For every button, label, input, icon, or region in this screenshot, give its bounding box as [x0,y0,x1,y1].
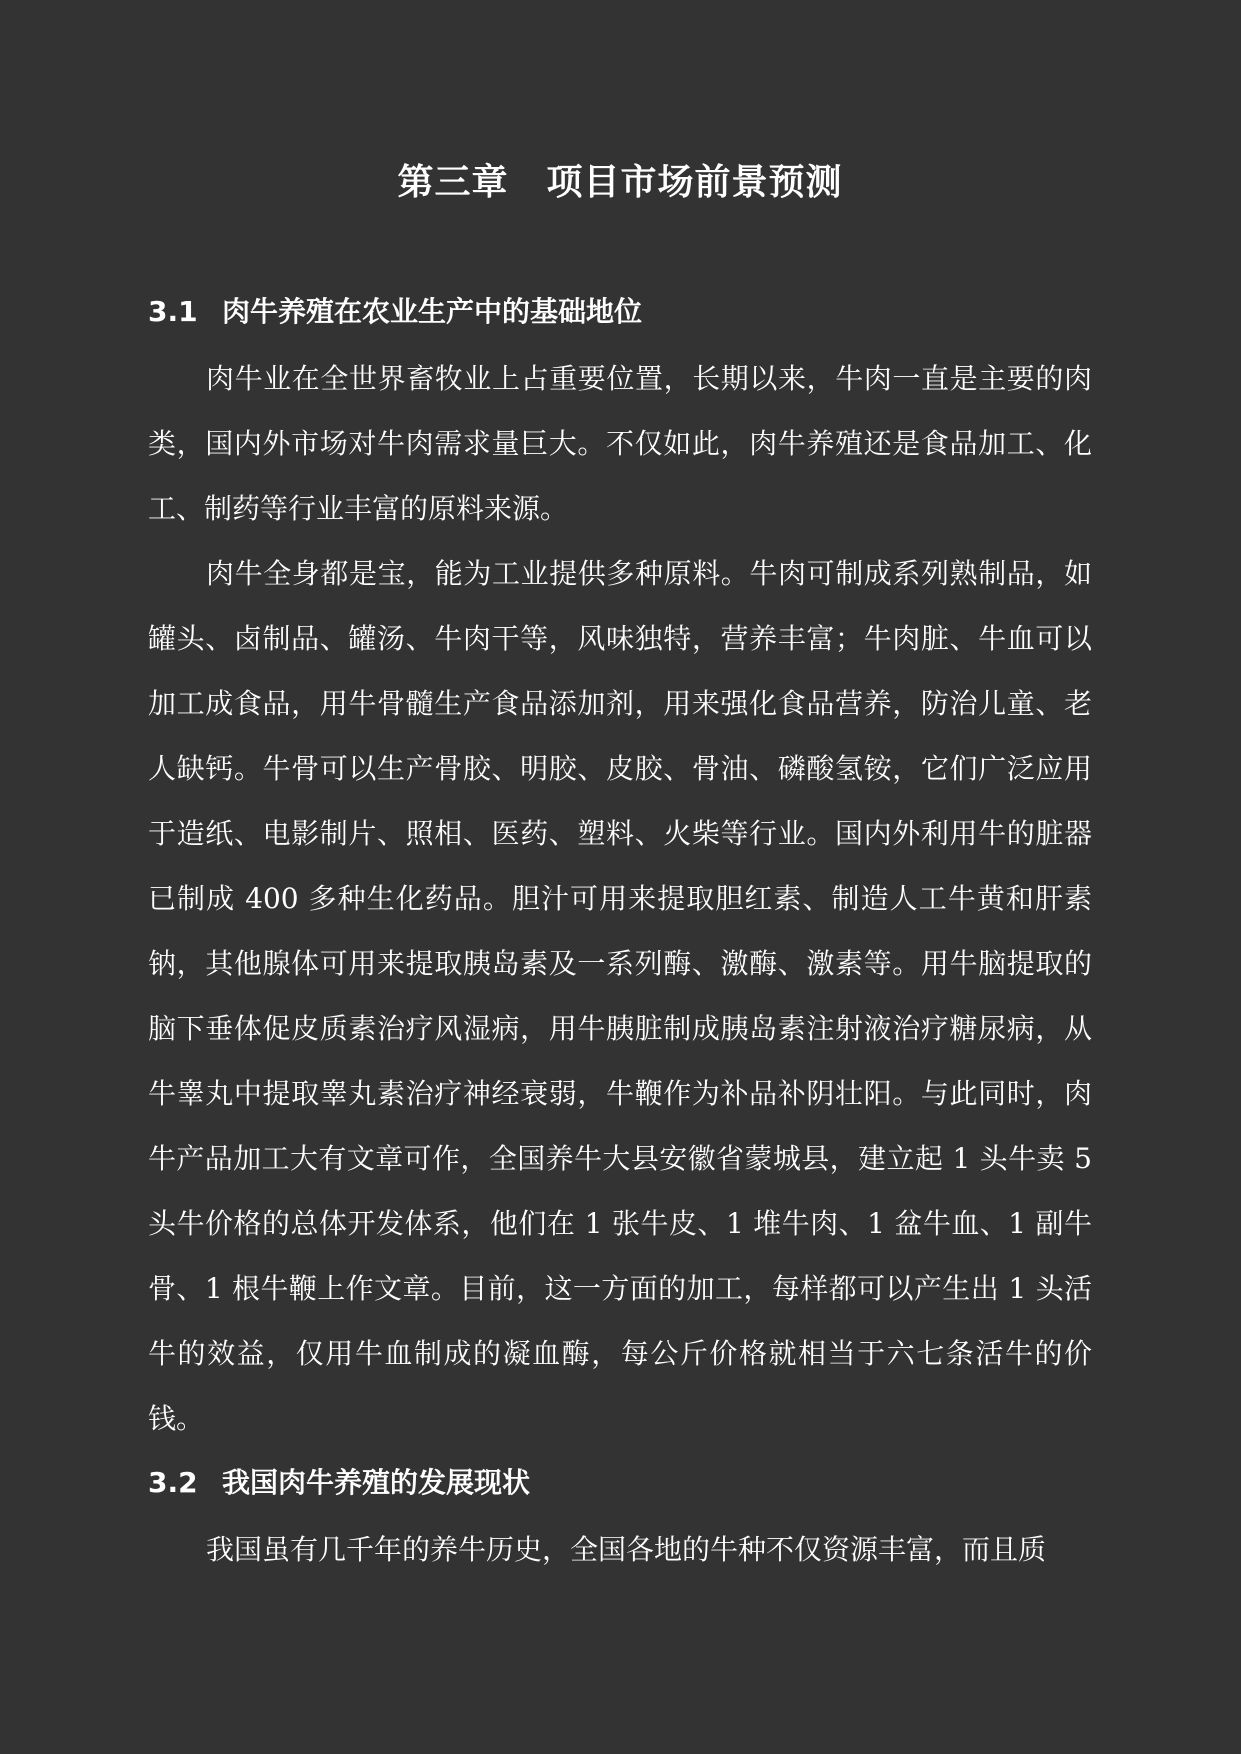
chapter-title [148,158,1092,208]
section-number: 3.2 [148,1466,198,1499]
section-title: 我国肉牛养殖的发展现状 [222,1466,531,1499]
section-heading-3-2 [148,1463,1092,1503]
section-heading-3-1 [148,292,1092,332]
chapter-name: 项目市场前景预测 [546,162,843,203]
section-title: 肉牛养殖在农业生产中的基础地位 [222,295,643,328]
section-3-2-paragraph-1: 我国虽有几千年的养牛历史，全国各地的牛种不仅资源丰富，而且质 [206,1533,1047,1566]
document-page [148,0,1092,1754]
section-3-1-paragraph-1: 肉牛业在全世界畜牧业上占重要位置，长期以来，牛肉一直是主要的肉类，国内外市场对牛肉需求量巨大。不仅如此，肉牛养殖还是食品加工、化工、制药等行业丰富的原料来源。 [148,362,1092,525]
section-3-1-paragraph-2: 肉牛全身都是宝，能为工业提供多种原料。牛肉可制成系列熟制品，如罐头、卤制品、罐汤、牛肉干等，风味独特，营养丰富；牛肉脏、牛血可以加工成食品，用牛骨髓生产食品添加剂，用来强化食品营养，防治儿童、老人缺钙。牛骨可以生产骨胶、明胶、皮胶、骨油、磷酸氢铵，它们广泛应用于造纸、电影制片、照相、医药、塑料、火柴等行业。国内外利用牛的脏器已制成 400 多种生化药品。胆汁可用来提取胆红素、制造人工牛黄和肝素钠，其他腺体可用来提取胰岛素及一系列酶、激酶、激素等。用牛脑提取的脑下垂体促皮质素治疗风湿病，用牛胰脏制成胰岛素注射液治疗糖尿病，从牛睾丸中提取睾丸素治疗神经衰弱，牛鞭作为补品补阴壮阳。与此同时，肉牛产品加工大有文章可作，全国养牛大县安徽省蒙城县，建立起 1 头牛卖 5 头牛价格的总体开发体系，他们在 1 张牛皮、1 堆牛肉、1 盆牛血、1 副牛骨、1 根牛鞭上作文章。目前，这一方面的加工，每样都可以产生出 1 头活牛的效益，仅用牛血制成的凝血酶，每公斤价格就相当于六七条活牛的价钱。 [148,557,1092,1435]
chapter-label: 第三章 [397,162,509,203]
section-number: 3.1 [148,295,198,328]
